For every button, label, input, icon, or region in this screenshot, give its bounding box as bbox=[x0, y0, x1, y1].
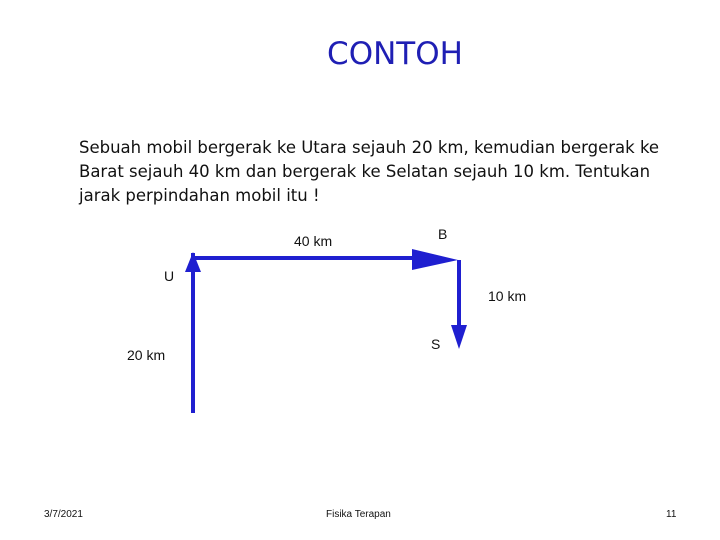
label-south-distance: 10 km bbox=[488, 288, 527, 304]
footer-center-text: Fisika Terapan bbox=[326, 509, 391, 520]
footer-date: 3/7/2021 bbox=[44, 509, 83, 520]
north-arrowhead bbox=[185, 252, 201, 272]
south-arrowhead bbox=[451, 325, 467, 349]
footer-page-number: 11 bbox=[666, 509, 677, 520]
horizontal-arrowhead bbox=[412, 249, 458, 270]
label-north-distance: 20 km bbox=[127, 347, 166, 363]
problem-text: Sebuah mobil bergerak ke Utara sejauh 20 km, kemudian bergerak ke Barat sejauh 40 km dan bergerak ke Selatan sejauh 10 km. Tentukan jarak perpindahan mobil itu ! bbox=[79, 138, 660, 205]
label-south: S bbox=[431, 336, 441, 352]
label-west-distance: 40 km bbox=[294, 233, 333, 249]
label-north: U bbox=[164, 268, 175, 284]
slide-title: CONTOH bbox=[327, 36, 463, 72]
label-point-b: B bbox=[438, 226, 448, 242]
